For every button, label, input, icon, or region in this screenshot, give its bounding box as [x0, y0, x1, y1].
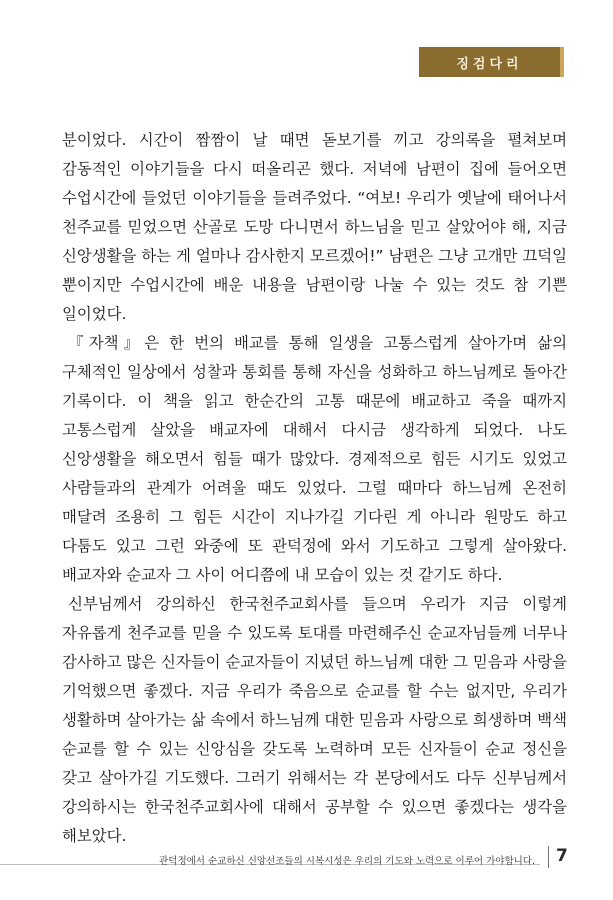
paragraph-3: 신부님께서 강의하신 한국천주교회사를 들으며 우리가 지금 이렇게 자유롭게 천주교를 믿을 수 있도록 토대를 마련해주신 순교자님들께 너무나 감사하고 많은 신자들이 순교자들이 지녔던 하느님께 대한 그 믿음과 사랑을 기억했으면 좋겠다. 지금 우리가 죽음으로 순교를 할 수는 없지만, 우리가 생활하며 살아가는 삶 속에서 하느님께 대한 믿음과 사랑으로 희생하며 백색 순교를 할 수 있는 신앙심을 갖도록 노력하며 모든 신자들이 순교 정신을 갖고 살아가길 기도했다. 그러기 위해서는 각 본당에서도 다두 신부님께서 강의하시는 한국천주교회사에 대해서 공부할 수 있으면 좋겠다는 생각을 해보았다. [62, 595, 567, 845]
footer-caption: 관덕정에서 순교하신 신앙선조들의 시복시성은 우리의 기도와 노력으로 이루어 가야합니다. [159, 856, 535, 867]
section-title-bar [419, 47, 560, 77]
page-number: 7 [556, 846, 568, 866]
page-number-separator [548, 846, 549, 868]
section-title: 징검다리 [456, 56, 523, 72]
article-body [62, 126, 567, 851]
section-title-accent [560, 47, 564, 77]
paragraph-2: 『자책』은 한 번의 배교를 통해 일생을 고통스럽게 살아가며 삶의 구체적인 일상에서 성찰과 통회를 통해 자신을 성화하고 하느님께로 돌아간 기록이다. 이 책을 읽고 한순간의 고통 때문에 배교하고 죽을 때까지 고통스럽게 살았을 배교자에 대해서 다시금 생각하게 되었다. 나도 신앙생활을 해오면서 힘들 때가 많았다. 경제적으로 힘든 시기도 있었고 사람들과의 관계가 어려울 때도 있었다. 그럴 때마다 하느님께 온전히 매달려 조용히 그 힘든 시간이 지나가길 기다린 게 아니라 원망도 하고 다툼도 있고 그런 와중에 또 관덕정에 와서 기도하고 그렇게 살아왔다. 배교자와 순교자 그 사이 어디쯤에 내 모습이 있는 것 같기도 하다. [62, 334, 567, 584]
paragraph-1: 분이었다. 시간이 짬짬이 날 때면 돋보기를 끼고 강의록을 펼쳐보며 감동적인 이야기들을 다시 떠올리곤 했다. 저녁에 남편이 집에 들어오면 수업시간에 들었던 이야기들을 들려주었다. “여보! 우리가 옛날에 태어나서 천주교를 믿었으면 산골로 도망 다니면서 하느님을 믿고 살았어야 해, 지금 신앙생활을 하는 게 얼마나 감사한지 모르겠어!” 남편은 그냥 고개만 끄덕일 뿐이지만 수업시간에 배운 내용을 남편이랑 나눌 수 있는 것도 참 기쁜 일이었다. [62, 131, 567, 323]
